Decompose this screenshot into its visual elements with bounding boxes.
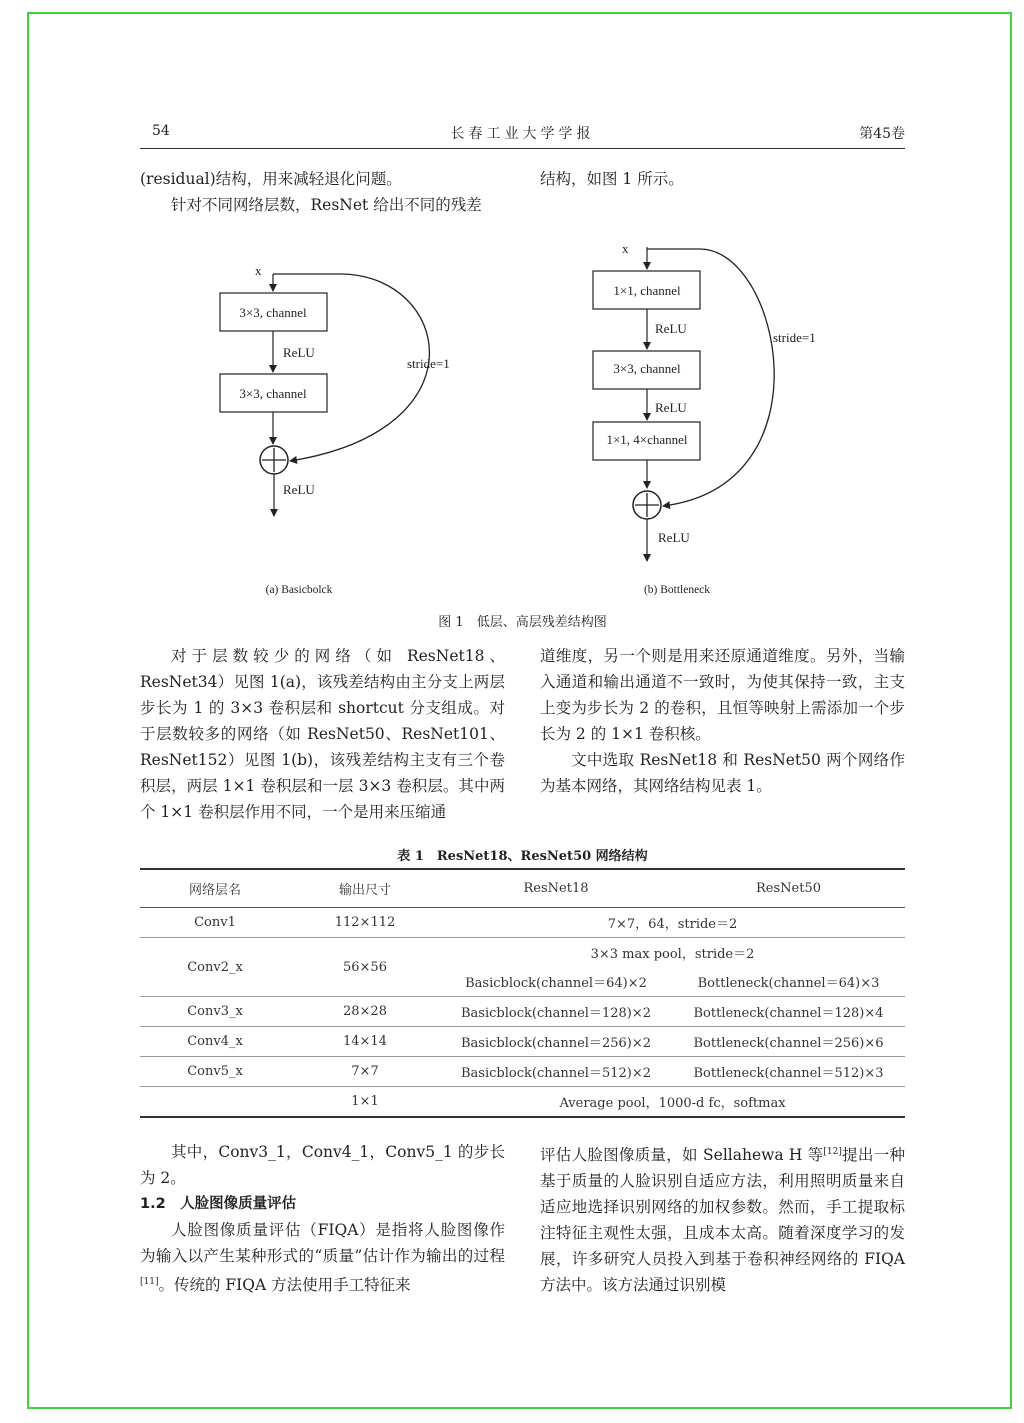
conv-box-label: 1×1, 4×channel [606, 432, 688, 447]
journal-title: 长春工业大学学报 [450, 126, 595, 142]
table-row [140, 1057, 905, 1087]
subcaption-b: (b) Bottleneck [643, 584, 711, 596]
subcaption-a: (a) Basicbolck [265, 584, 333, 596]
table-cell: Bottleneck(channel＝64)×3 [672, 967, 905, 997]
page-number: 54 [152, 123, 170, 139]
table-cell: 3×3 max pool，stride＝2 [590, 947, 755, 962]
header-cell: ResNet18 [440, 869, 672, 908]
table-cell: 28×28 [290, 997, 440, 1027]
table-cell: Conv4_x [140, 1027, 290, 1057]
conv-box-label: 3×3, channel [613, 361, 681, 376]
table-cell: Basicblock(channel＝256)×2 [440, 1027, 672, 1057]
paragraph: 针对不同网络层数，ResNet 给出不同的残差 [171, 196, 482, 214]
table-row [140, 1027, 905, 1057]
header-cell: 网络层名 [140, 869, 290, 908]
table-header-row [140, 869, 905, 908]
relu-label: ReLU [658, 530, 690, 545]
top-left-text [140, 166, 505, 218]
bottom-right-text [540, 1139, 905, 1298]
header-cell: 输出尺寸 [290, 869, 440, 908]
relu-label: ReLU [283, 482, 315, 497]
table-cell: Basicblock(channel＝64)×2 [440, 967, 672, 997]
table-cell: 7×7 [290, 1057, 440, 1087]
conv-box-label: 1×1, channel [613, 283, 681, 298]
table-cell: Bottleneck(channel＝128)×4 [672, 997, 905, 1027]
table-cell: Conv2_x [140, 938, 290, 997]
header-cell: ResNet50 [672, 869, 905, 908]
table-cell: 1×1 [290, 1087, 440, 1118]
running-header [140, 123, 905, 149]
paragraph: 对于层数较少的网络（如 ResNet18、ResNet34）见图 1(a)，该残差结构由主分支上两层步长为 1 的 3×3 卷积层和 shortcut 分支组成。对于层数较多的网络（如 ResNet50、ResNet101、ResNet152）见图 1(b)，该残差结构主支有三个卷积层，两层 1×1 卷积层和一层 3×3 卷积层。其中两个 1×1 卷积层作用不同，一个是用来压缩通 [140, 647, 505, 821]
table-row [140, 1087, 905, 1118]
paragraph-text: 。传统的 FIQA 方法使用手工特征来 [158, 1276, 411, 1295]
table-cell: 14×14 [290, 1027, 440, 1057]
table-cell: Basicblock(channel＝128)×2 [440, 997, 672, 1027]
skip-label: stride=1 [407, 356, 450, 371]
paragraph [140, 1217, 505, 1298]
table-cell: 7×7，64，stride＝2 [440, 908, 905, 938]
table-cell: Conv1 [140, 908, 290, 938]
conv-box-label: 3×3, channel [239, 386, 307, 401]
paragraph-text: 提出一种基于质量的人脸识别自适应方法，利用照明质量来自适应地选择识别网络的加权参数。然而，手工提取标注特征主观性太强，且成本太高。随着深度学习的发展，许多研究人员投入到基于卷积神经网络的 FIQA 方法中。该方法通过识别模 [540, 1146, 905, 1295]
relu-label: ReLU [655, 400, 687, 415]
table-row [140, 997, 905, 1027]
header-rule [140, 148, 905, 149]
table-cell: Bottleneck(channel＝256)×6 [672, 1027, 905, 1057]
resnet-table [140, 868, 905, 1118]
skip-label: stride=1 [773, 330, 816, 345]
table-cell: Conv5_x [140, 1057, 290, 1087]
middle-left-text [140, 643, 505, 825]
relu-label: ReLU [655, 321, 687, 336]
conv-box-label: 3×3, channel [239, 305, 307, 320]
top-right-text [540, 166, 905, 192]
paragraph-text: 人脸图像质量评估（FIQA）是指将人脸图像作为输入以产生某种形式的“质量”估计作为输出的过程 [140, 1221, 505, 1265]
table-row [140, 938, 905, 968]
table-cell: Average pool，1000-d fc，softmax [440, 1087, 905, 1118]
paragraph [540, 1139, 905, 1298]
table-row [140, 908, 905, 938]
volume-label: 第45卷 [859, 126, 905, 142]
diagram-basicblock [220, 263, 450, 516]
paragraph: 文中选取 ResNet18 和 ResNet50 两个网络作为基本网络，其网络结构见表 1。 [540, 751, 905, 795]
figure-caption: 图 1 低层、高层残差结构图 [438, 615, 607, 630]
citation: [12] [823, 1147, 842, 1157]
bottom-left-text [140, 1139, 505, 1298]
paragraph: 结构，如图 1 所示。 [540, 170, 684, 188]
citation: [11] [140, 1277, 159, 1287]
paragraph: (residual)结构，用来减轻退化问题。 [140, 170, 402, 188]
paragraph-text: 评估人脸图像质量，如 Sellahewa H 等 [540, 1146, 824, 1165]
relu-label: ReLU [283, 345, 315, 360]
skip-connection [273, 274, 429, 461]
table-cell: Bottleneck(channel＝512)×3 [672, 1057, 905, 1087]
middle-right-text [540, 643, 905, 799]
table-cell: Conv3_x [140, 997, 290, 1027]
diagram-bottleneck [593, 241, 816, 561]
table-caption: 表 1 ResNet18、ResNet50 网络结构 [397, 849, 648, 864]
input-label: x [255, 263, 262, 278]
table-cell: 56×56 [290, 938, 440, 997]
paragraph: 其中，Conv3_1，Conv4_1，Conv5_1 的步长为 2。 [140, 1143, 505, 1187]
table-cell: Basicblock(channel＝512)×2 [440, 1057, 672, 1087]
section-heading: 1.2 人脸图像质量评估 [140, 1196, 297, 1212]
paragraph: 道维度，另一个则是用来还原通道维度。另外，当输入通道和输出通道不一致时，为使其保持一致，主支上变为步长为 2 的卷积，且恒等映射上需添加一个步长为 2 的 1×1 卷积核。 [540, 647, 905, 743]
input-label: x [622, 241, 629, 256]
table-cell: 112×112 [290, 908, 440, 938]
table-cell [140, 1087, 290, 1118]
figure-1 [140, 225, 905, 605]
